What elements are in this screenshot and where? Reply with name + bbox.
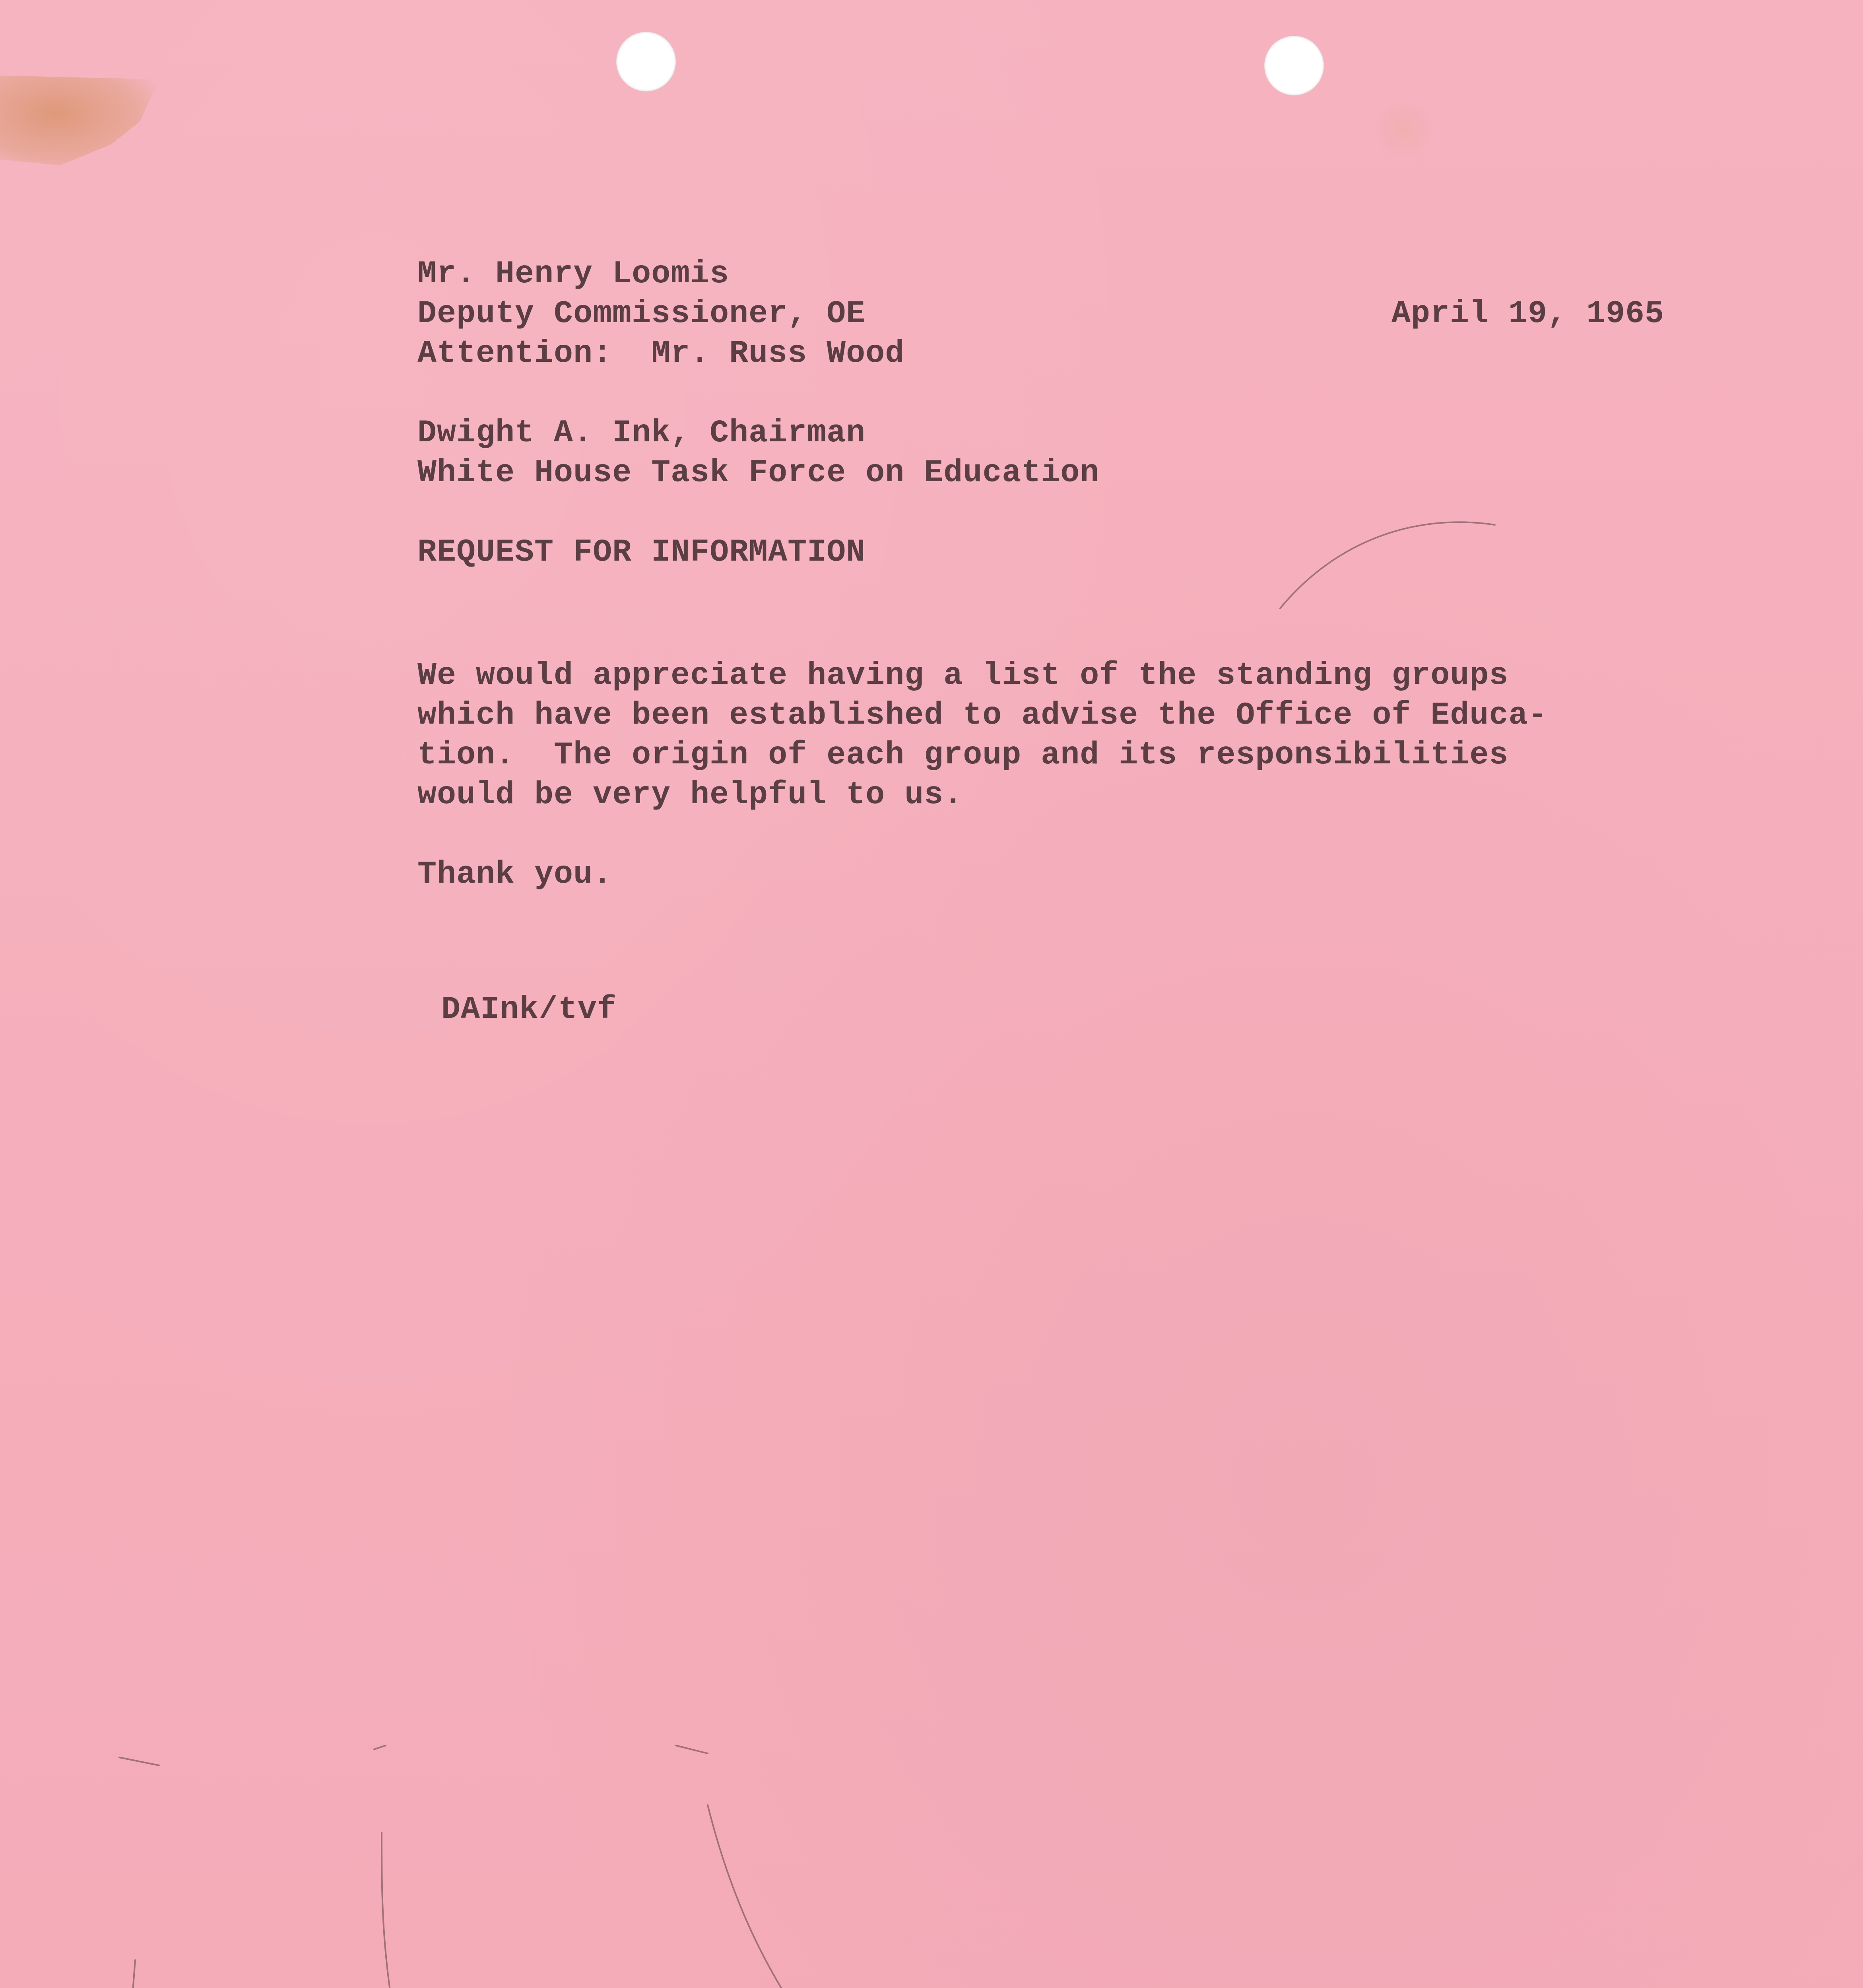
body-line-4: would be very helpful to us. [417,777,963,813]
pencil-bracket-right [708,1805,839,1988]
pencil-tick-a [119,1757,159,1765]
pencil-tick-b [374,1745,386,1749]
pencil-curve-top [1280,522,1495,608]
recipient-name: Mr. Henry Loomis [417,256,730,292]
pencil-bracket-left [131,1960,239,1988]
closing-line: Thank you. [417,856,613,893]
subject-line: REQUEST FOR INFORMATION [417,534,866,571]
pencil-bracket-middle [382,1833,513,1988]
body-line-1: We would appreciate having a list of the standing groups [417,658,1509,694]
recipient-title: Deputy Commissioner, OE [417,296,866,332]
sender-name: Dwight A. Ink, Chairman [417,415,866,451]
attention-line: Attention: Mr. Russ Wood [417,336,905,372]
reference-initials: DAInk/tvf [441,992,617,1028]
sender-organization: White House Task Force on Education [417,455,1100,491]
body-line-3: tion. The origin of each group and its responsibilities [417,737,1509,773]
pencil-tick-c [676,1745,708,1753]
body-line-2: which have been established to advise the Office of Educa- [417,697,1548,734]
letter-date: April 19, 1965 [1391,296,1665,332]
